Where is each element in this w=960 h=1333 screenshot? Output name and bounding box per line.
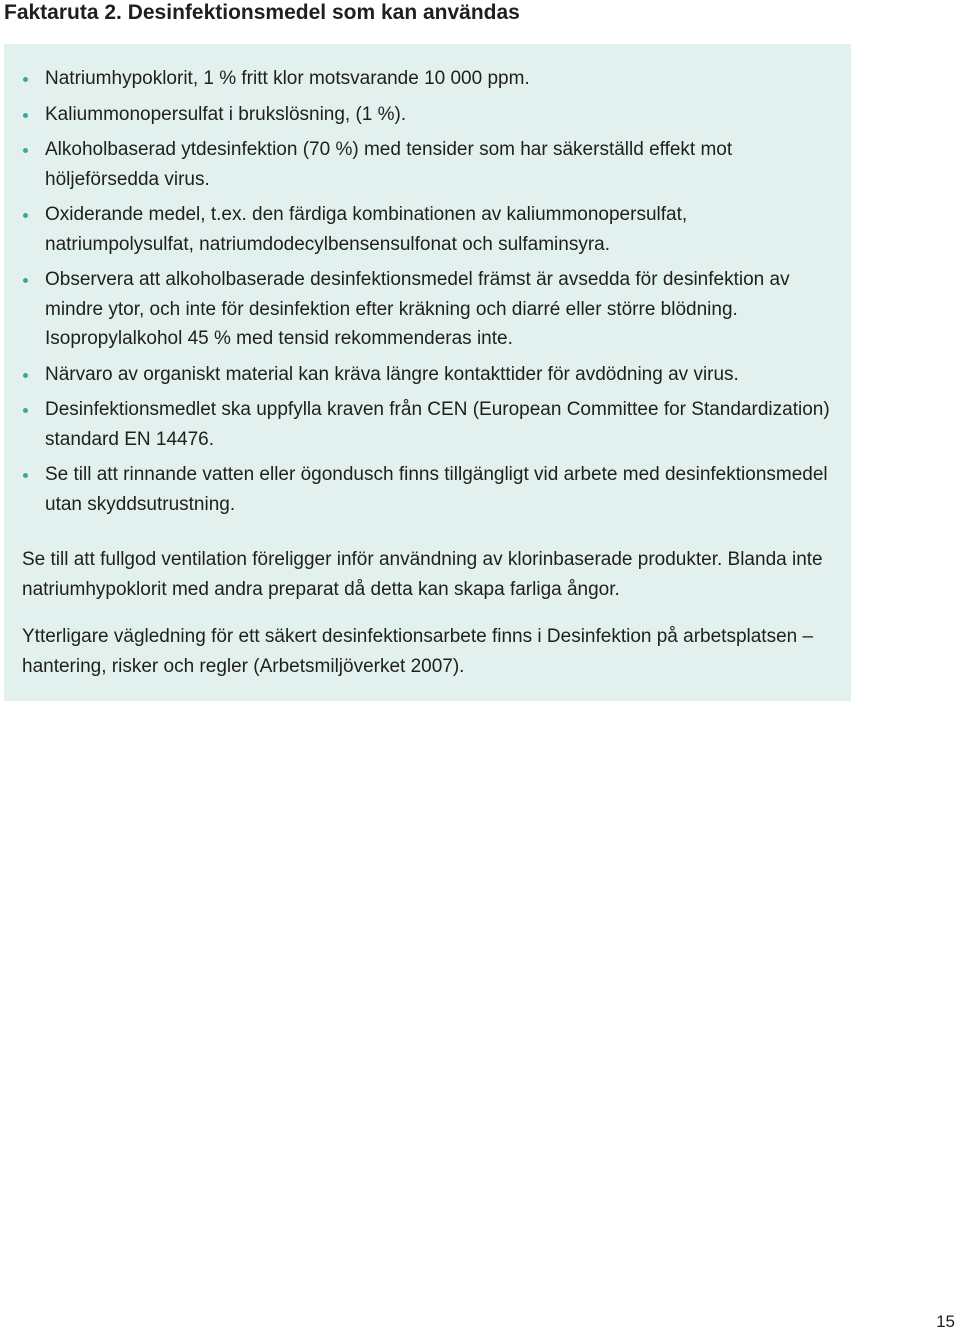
list-item-text: Oxiderande medel, t.ex. den färdiga kombinationen av kaliummonopersulfat, natriumpolysulfat, natriumdodecylbensensulfonat och sulfaminsyra. [45,204,688,255]
list-item-text: Se till att rinnande vatten eller ögondusch finns tillgängligt vid arbete med desinfektionsmedel utan skyddsutrustning. [45,464,828,515]
list-item-text: Närvaro av organiskt material kan kräva längre kontakttider för avdödning av virus. [45,363,739,385]
fact-box [4,44,851,701]
list-item [22,395,833,454]
list-item-text: Alkoholbaserad ytdesinfektion (70 %) med tensider som har säkerställd effekt mot höljeförsedda virus. [45,139,733,190]
guidance-paragraph: Ytterligare vägledning för ett säkert desinfektionsarbete finns i Desinfektion på arbetsplatsen – hantering, risker och regler (Arbetsmiljöverket 2007). [22,626,814,677]
list-item [22,200,833,259]
list-item-text: Kaliummonopersulfat i brukslösning, (1 %). [45,103,407,125]
list-item [22,265,833,354]
bullet-icon [23,213,28,218]
page-title: Faktaruta 2. Desinfektionsmedel som kan användas [4,1,520,24]
list-item [22,460,833,519]
ventilation-paragraph: Se till att fullgod ventilation föreligger inför användning av klorinbaserade produkter. Blanda inte natriumhypoklorit med andra preparat då detta kan skapa farliga ångor. [22,549,823,600]
bullet-icon [23,278,28,283]
bullet-icon [23,408,28,413]
list-item [22,360,833,390]
list-item-text: Desinfektionsmedlet ska uppfylla kraven från CEN (European Committee for Standardization) standard EN 14476. [45,399,830,450]
bullet-icon [23,148,28,153]
bullet-icon [23,473,28,478]
bullet-icon [23,373,28,378]
list-item [22,100,833,130]
list-item-text: Natriumhypoklorit, 1 % fritt klor motsvarande 10 000 ppm. [45,68,530,89]
disinfectant-list [22,64,833,519]
list-item [22,64,833,94]
list-item [22,135,833,194]
bullet-icon [23,77,28,82]
bullet-icon [23,113,28,118]
page-number: 15 [936,1312,955,1331]
list-item-text: Observera att alkoholbaserade desinfektionsmedel främst är avsedda för desinfektion av mindre ytor, och inte för desinfektion efter kräkning och diarré eller större blödning. Isopropylalkohol 45 % med tensid rekommenderas inte. [45,269,790,349]
